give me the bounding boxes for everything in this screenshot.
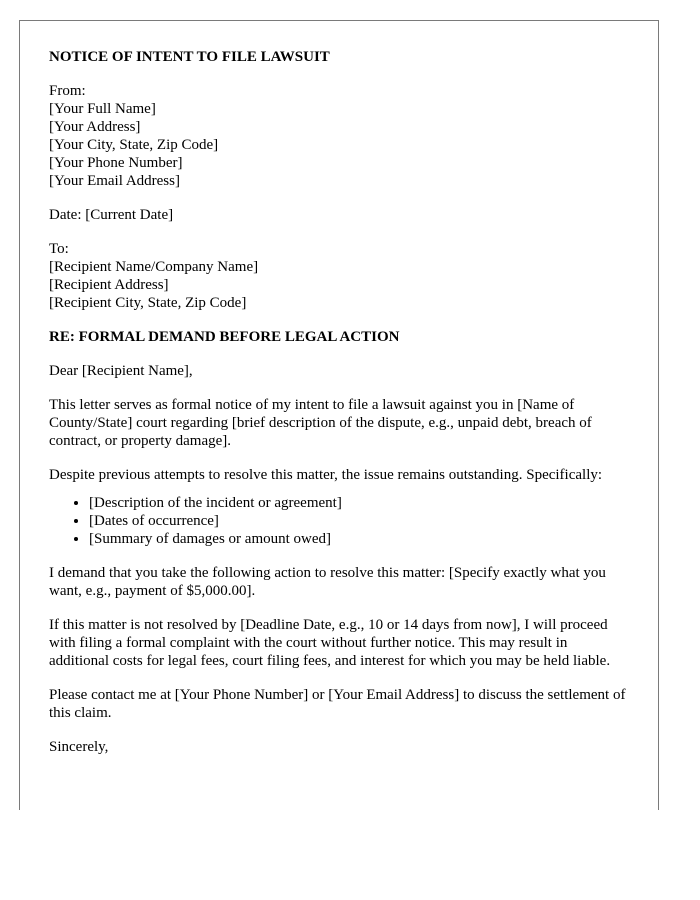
recipient-city-state-zip: [Recipient City, State, Zip Code] (49, 295, 247, 311)
paragraph-contact: Please contact me at [Your Phone Number] or [Your Email Address] to discuss the settlement of this claim. (49, 687, 626, 721)
sender-name: [Your Full Name] (49, 101, 156, 117)
sender-phone: [Your Phone Number] (49, 155, 183, 171)
subject-heading: RE: FORMAL DEMAND BEFORE LEGAL ACTION (49, 329, 400, 345)
details-list (49, 494, 629, 548)
list-item: • [Description of the incident or agreement] (89, 494, 629, 512)
paragraph-demand: I demand that you take the following action to resolve this matter: [Specify exactly what you want, e.g., payment of $5,000.00]. (49, 565, 606, 599)
from-label: From: (49, 83, 86, 99)
paragraph-deadline: If this matter is not resolved by [Deadline Date, e.g., 10 or 14 days from now], I will proceed with filing a formal complaint with the court without further notice. This may result in additional costs for legal fees, court filing fees, and interest for which you may be held liable. (49, 617, 611, 669)
paragraph-intent: This letter serves as formal notice of my intent to file a lawsuit against you in [Name of County/State] court regarding [brief description of the dispute, e.g., unpaid debt, breach of contract, or property damage]. (49, 397, 592, 449)
list-item: • [Summary of damages or amount owed] (89, 530, 629, 548)
salutation: Dear [Recipient Name], (49, 363, 193, 379)
recipient-address: [Recipient Address] (49, 277, 169, 293)
sender-city-state-zip: [Your City, State, Zip Code] (49, 137, 219, 153)
date-line: Date: [Current Date] (49, 207, 174, 223)
recipient-block (49, 240, 629, 312)
sender-block (49, 82, 629, 190)
sender-address: [Your Address] (49, 119, 141, 135)
paragraph-attempts: Despite previous attempts to resolve this matter, the issue remains outstanding. Specifically: (49, 467, 603, 483)
recipient-name: [Recipient Name/Company Name] (49, 259, 259, 275)
sender-email: [Your Email Address] (49, 173, 180, 189)
letter-document (19, 20, 659, 810)
list-item: • [Dates of occurrence] (89, 512, 629, 530)
closing: Sincerely, (49, 739, 109, 755)
document-title: NOTICE OF INTENT TO FILE LAWSUIT (49, 49, 330, 65)
to-label: To: (49, 241, 69, 257)
